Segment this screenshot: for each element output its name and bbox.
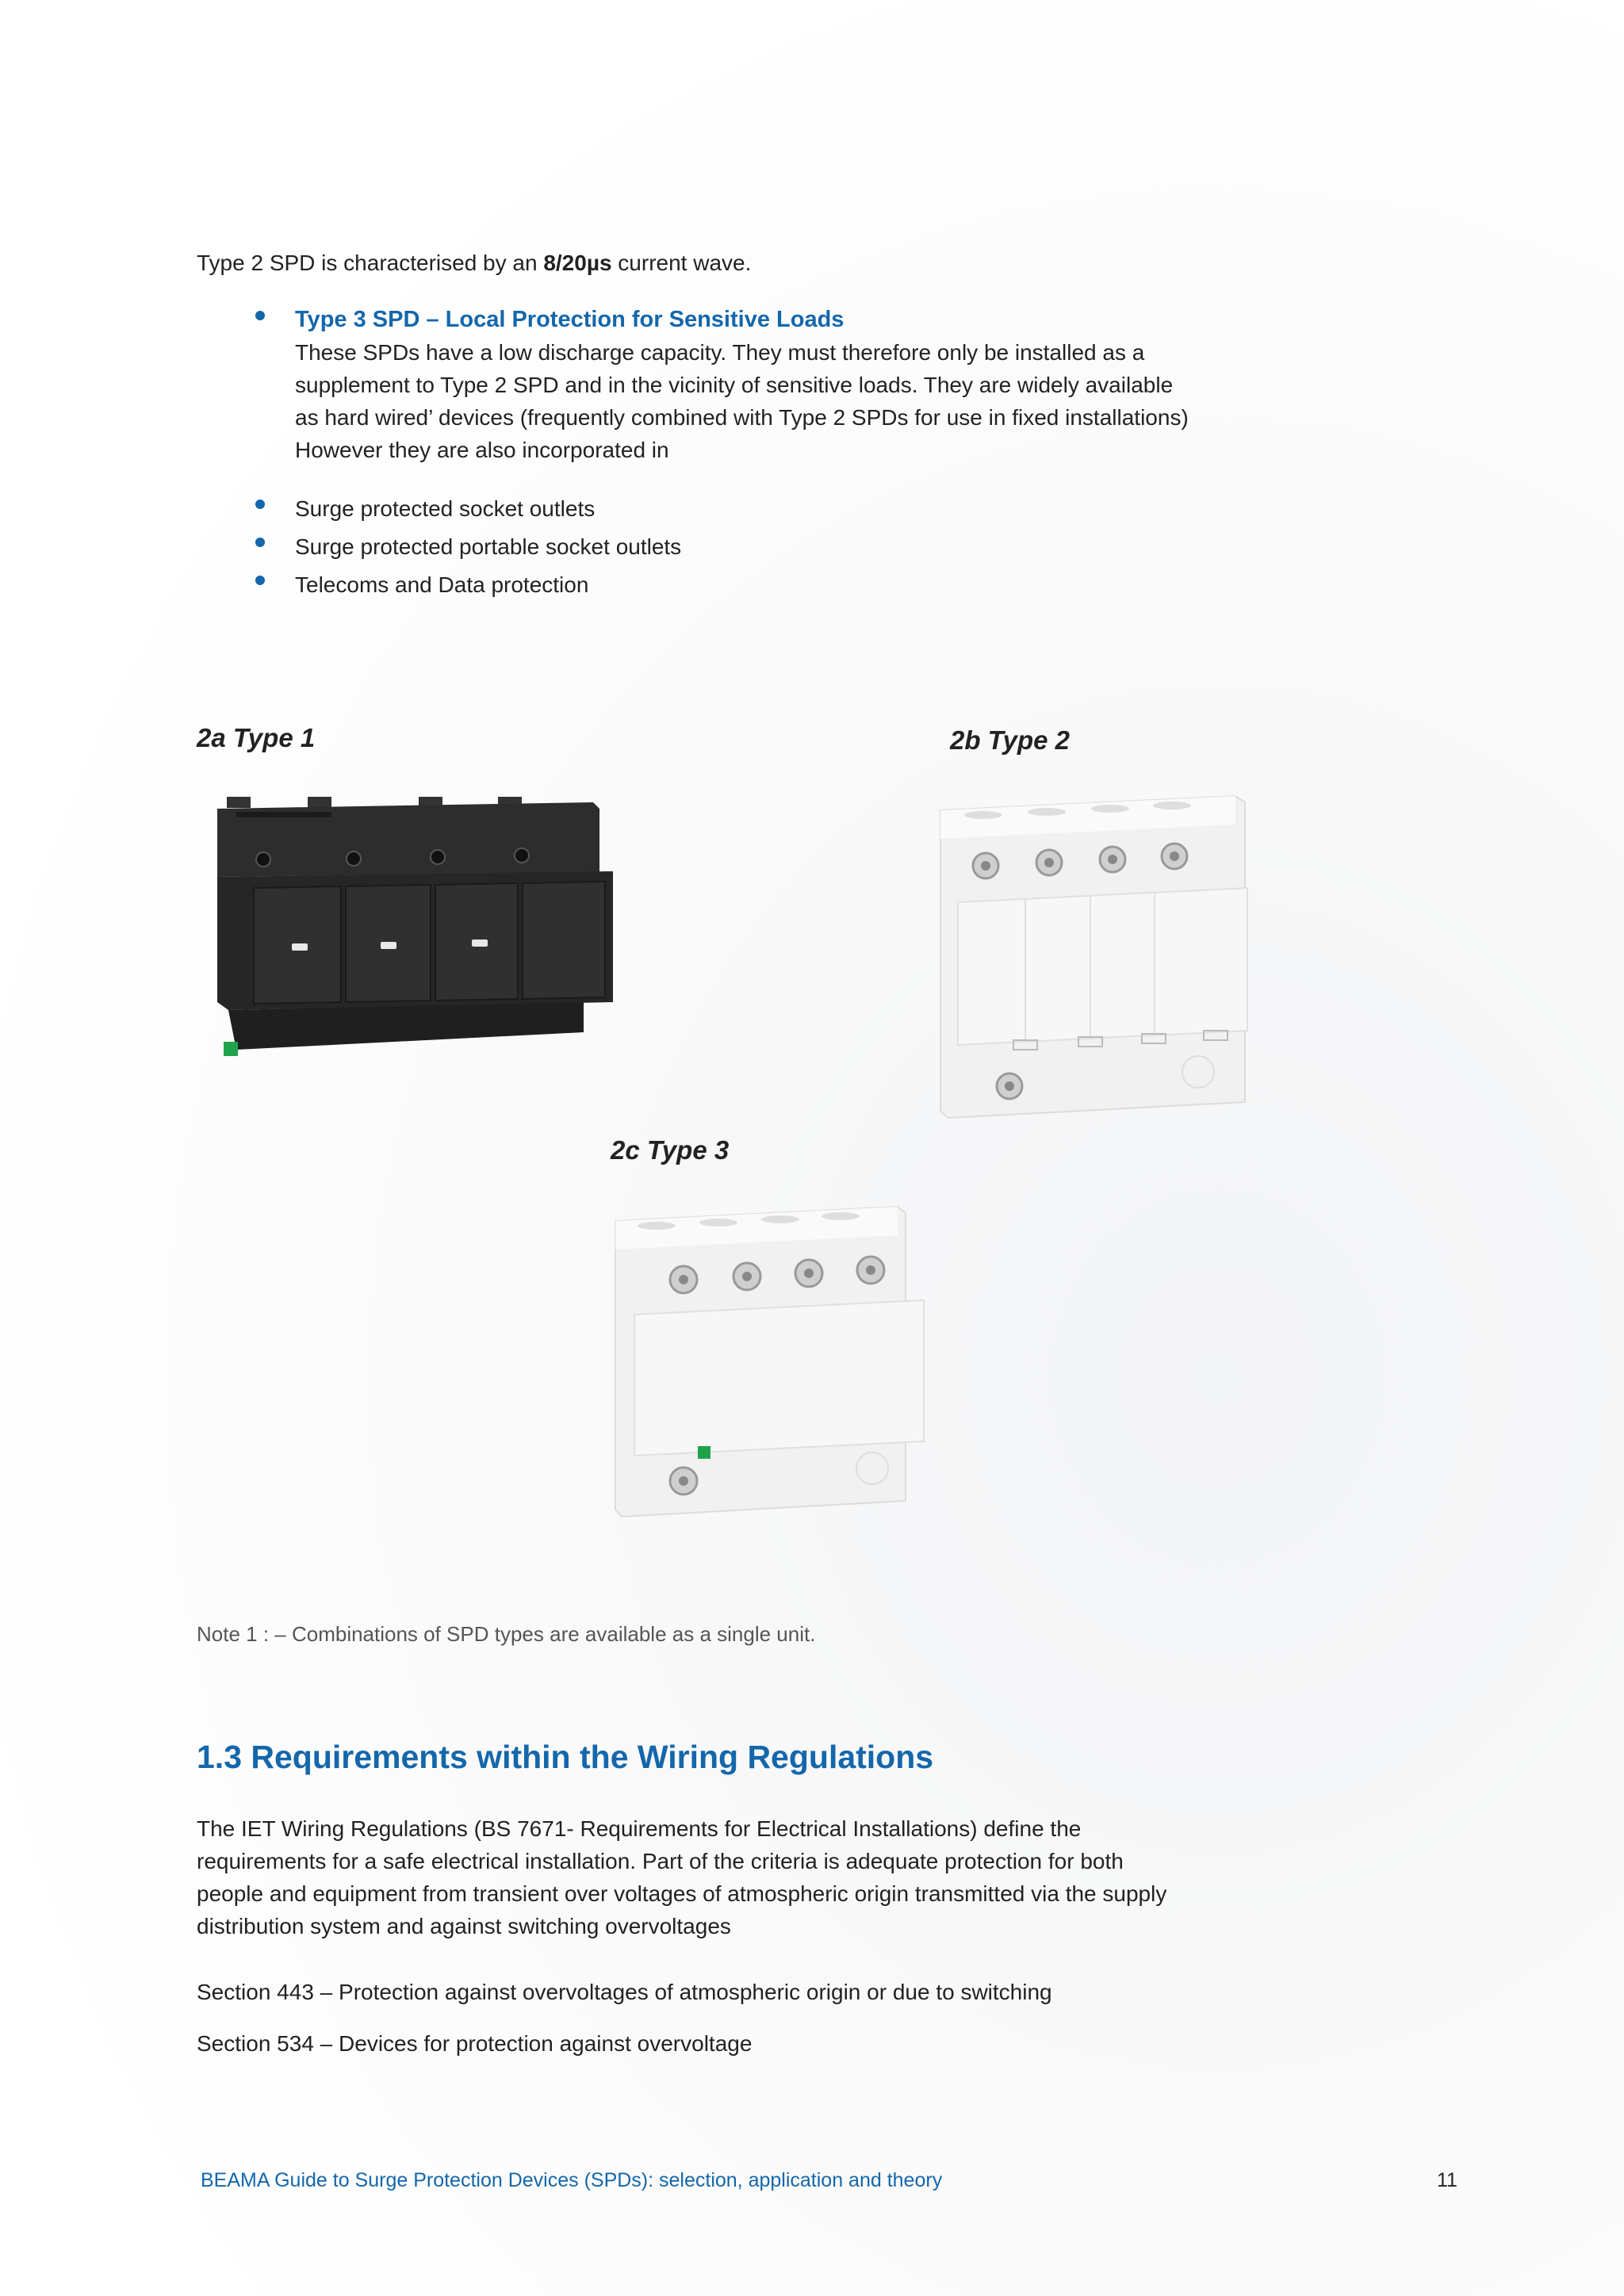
list-item: Surge protected portable socket outlets <box>295 534 682 559</box>
intro-bold-value: 8/20µs <box>543 251 612 275</box>
intro-line <box>197 247 751 279</box>
type3-heading: Type 3 SPD – Local Protection for Sensitive Loads <box>295 307 845 332</box>
intro-text: Type 2 SPD is characterised by an <box>197 251 544 275</box>
intro-text-end: current wave. <box>611 251 752 275</box>
section-paragraph-line-2: requirements for a safe electrical installation. Part of the criteria is adequate protection for both <box>197 1849 1124 1873</box>
type1-spd-image <box>213 794 613 1060</box>
footer-title: BEAMA Guide to Surge Protection Devices (SPDs): selection, application and theory <box>201 2169 943 2191</box>
page-number: 11 <box>1437 2169 1457 2191</box>
bullet-marker <box>255 576 265 585</box>
bullet-marker <box>255 499 265 509</box>
section-paragraph-line-4: distribution system and against switching overvoltages <box>197 1914 731 1938</box>
bullet-marker <box>255 311 265 320</box>
figure-caption-type1: 2a Type 1 <box>197 723 316 752</box>
type3-line-1: These SPDs have a low discharge capacity. They must therefore only be installed as a <box>295 340 1145 365</box>
type3-line-4: However they are also incorporated in <box>295 438 669 462</box>
section-paragraph-line-1: The IET Wiring Regulations (BS 7671- Requirements for Electrical Installations) define the <box>197 1816 1082 1841</box>
list-item: Telecoms and Data protection <box>295 572 589 597</box>
type2-spd-image <box>934 793 1251 1122</box>
section-heading: 1.3 Requirements within the Wiring Regulations <box>197 1739 934 1775</box>
type3-spd-image <box>611 1203 928 1521</box>
list-item: Surge protected socket outlets <box>295 496 596 521</box>
figure-caption-type3: 2c Type 3 <box>611 1135 730 1165</box>
section-item-443: Section 443 – Protection against overvoltages of atmospheric origin or due to switching <box>197 1980 1052 2004</box>
figure-caption-type2: 2b Type 2 <box>950 725 1070 755</box>
note-text: Note 1 : – Combinations of SPD types are available as a single unit. <box>197 1622 816 1646</box>
section-paragraph-line-3: people and equipment from transient over voltages of atmospheric origin transmitted via the supply <box>197 1881 1167 1906</box>
section-item-534: Section 534 – Devices for protection against overvoltage <box>197 2031 753 2056</box>
type3-line-2: supplement to Type 2 SPD and in the vicinity of sensitive loads. They are widely available <box>295 373 1174 397</box>
bullet-marker <box>255 538 265 547</box>
type3-line-3: as hard wired’ devices (frequently combined with Type 2 SPDs for use in fixed installations) <box>295 405 1189 430</box>
